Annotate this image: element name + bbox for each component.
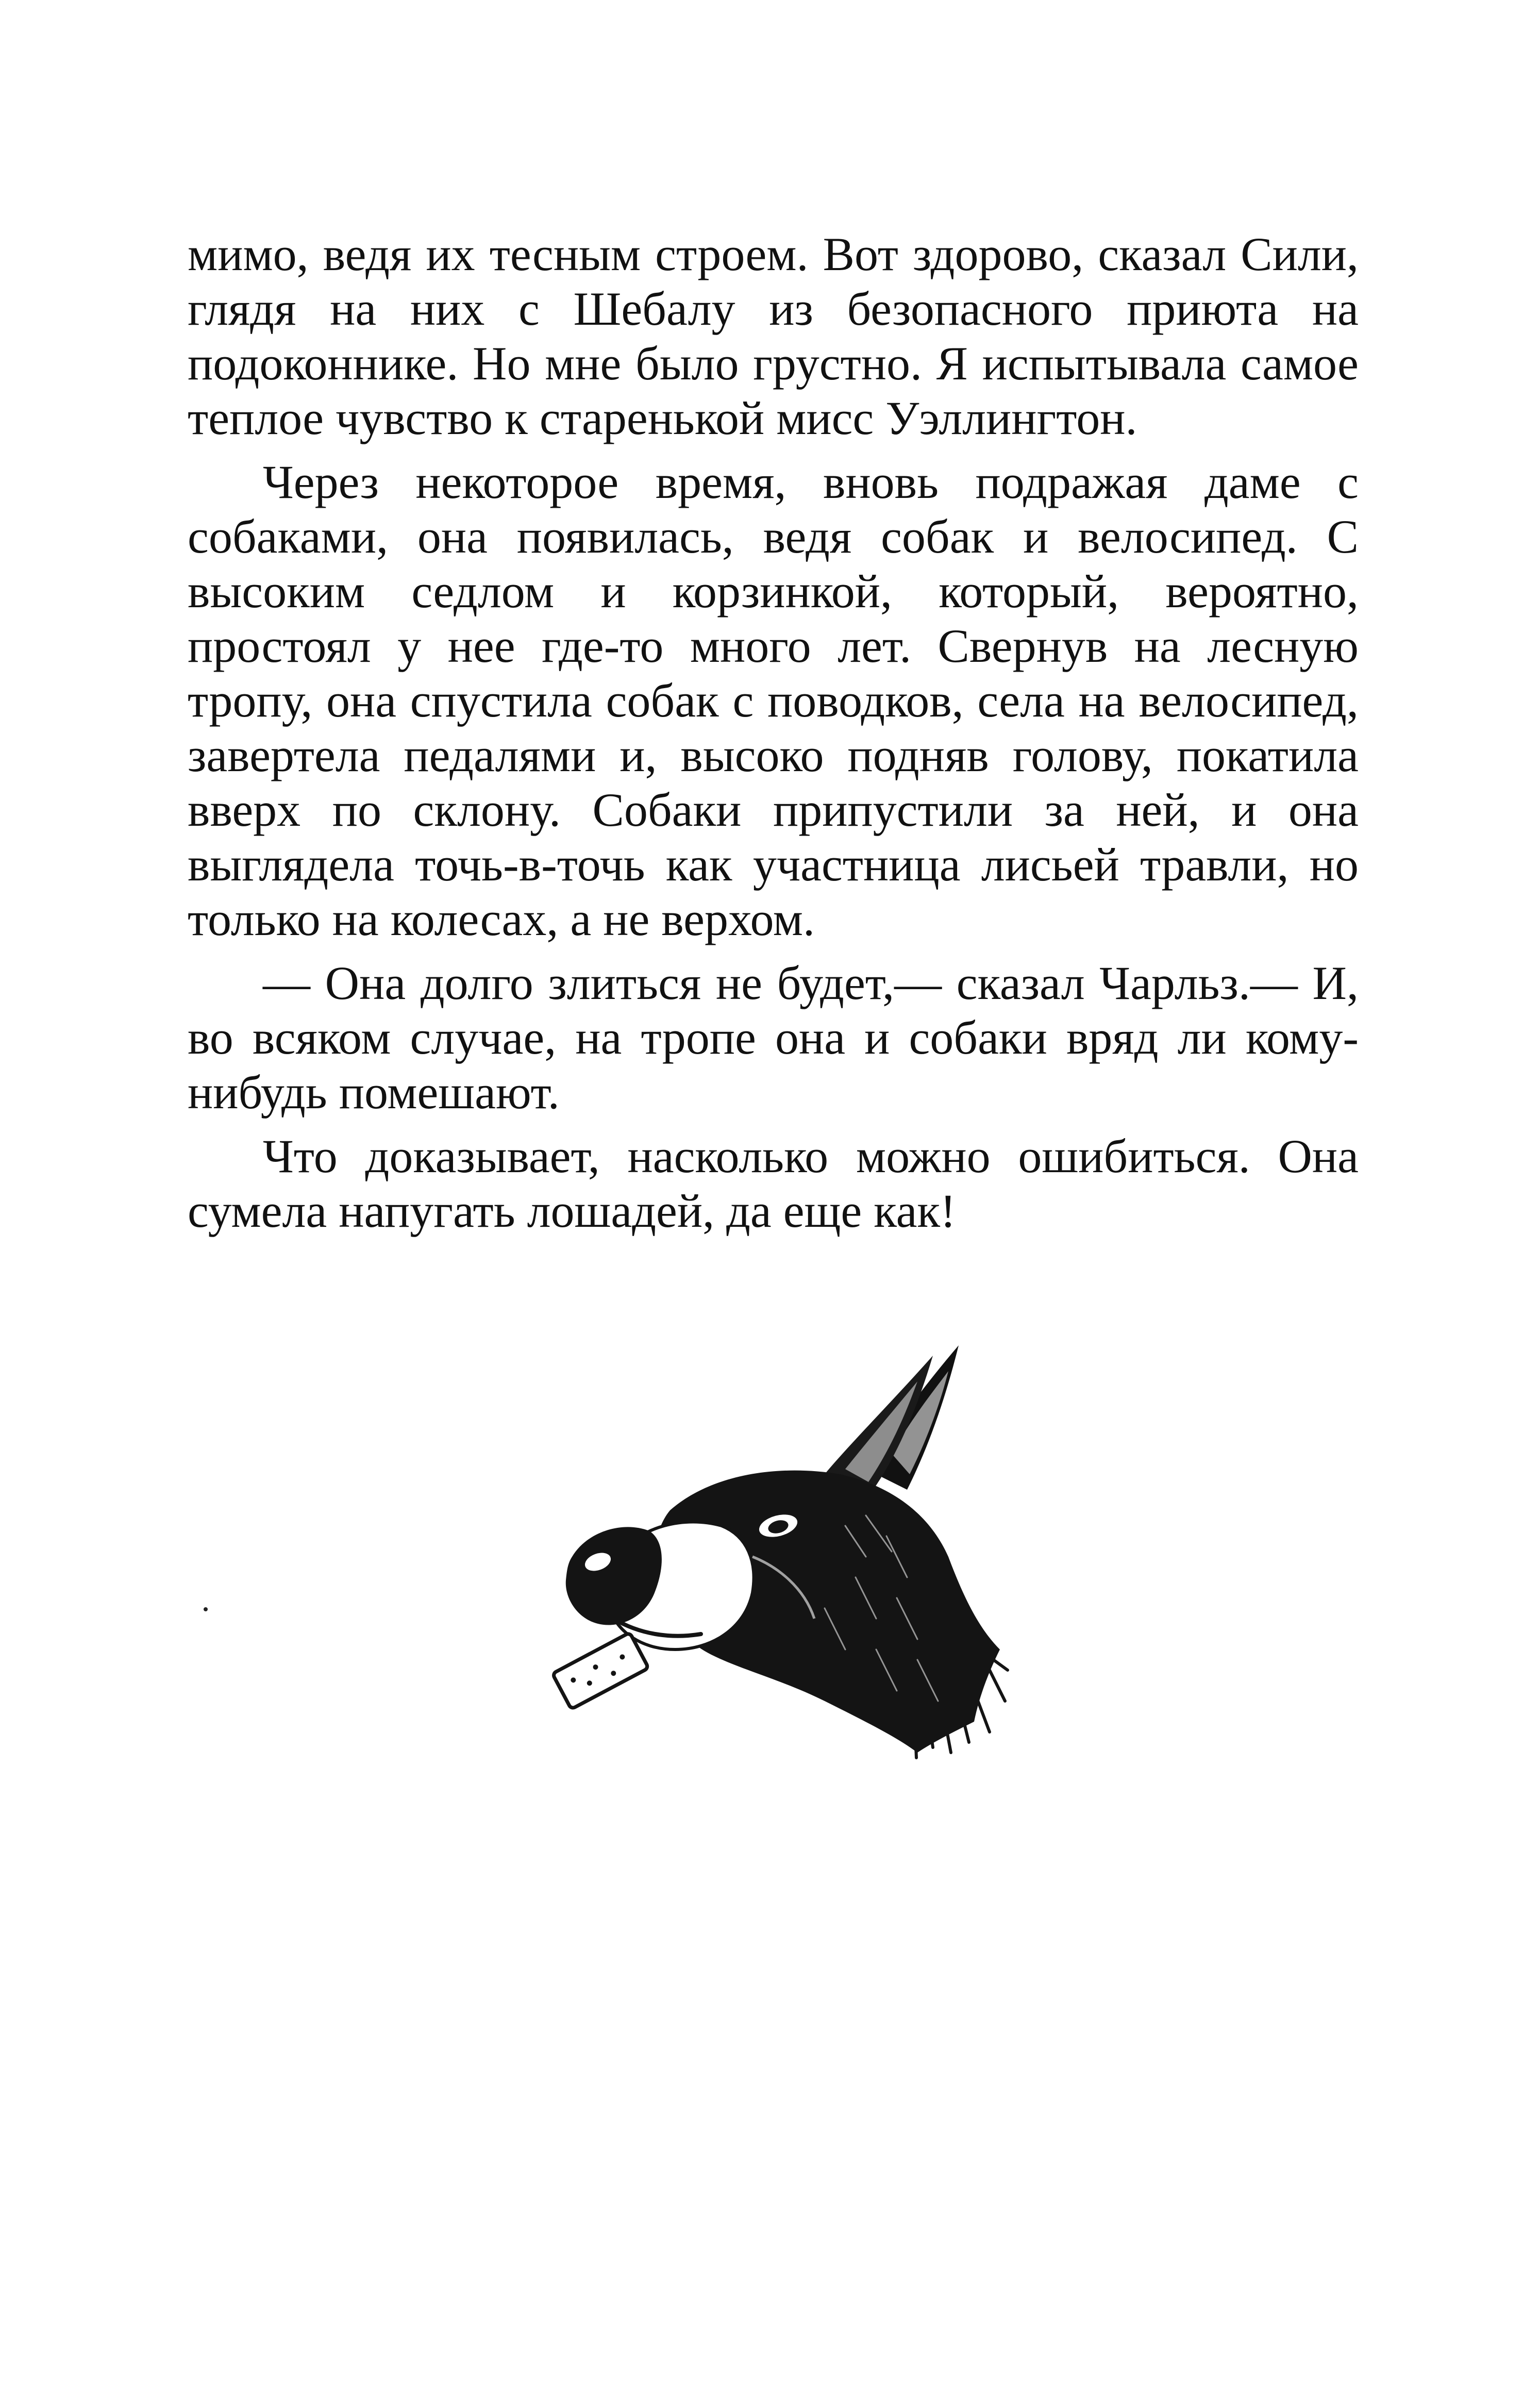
print-speck bbox=[204, 1607, 208, 1611]
paragraph-2: Через некоторое время, вновь подражая даме с собаками, она появилась, ведя собак и велосипед. С высоким седлом и корзинкой, который, вероятно, простоял у нее где-то много лет. Свернув на лесную тропу, она спустила собак с поводков, села на велосипед, завертела педалями и, высоко подняв голову, покатила вверх по склону. Собаки припустили за ней, и она выглядела точь-в-точь как участница лисьей травли, но только на колесах, а не верхом. bbox=[188, 456, 1359, 945]
paragraph-1: мимо, ведя их тесным строем. Вот здорово, сказал Сили, глядя на них с Шебалу из безопасного приюта на подоконнике. Но мне было грустно. Я испытывала самое теплое чувство к старенькой мисс Уэллингтон. bbox=[188, 228, 1359, 444]
page-text bbox=[188, 227, 1359, 1238]
donkey-head-icon bbox=[536, 1340, 1020, 1794]
paragraph-4: Что доказывает, насколько можно ошибиться. Она сумела напугать лошадей, да еще как! bbox=[188, 1130, 1359, 1237]
paragraph-3: — Она долго злиться не будет,— сказал Чарльз.— И, во всяком случае, на тропе она и собаки вряд ли кому-нибудь помешают. bbox=[188, 957, 1359, 1119]
